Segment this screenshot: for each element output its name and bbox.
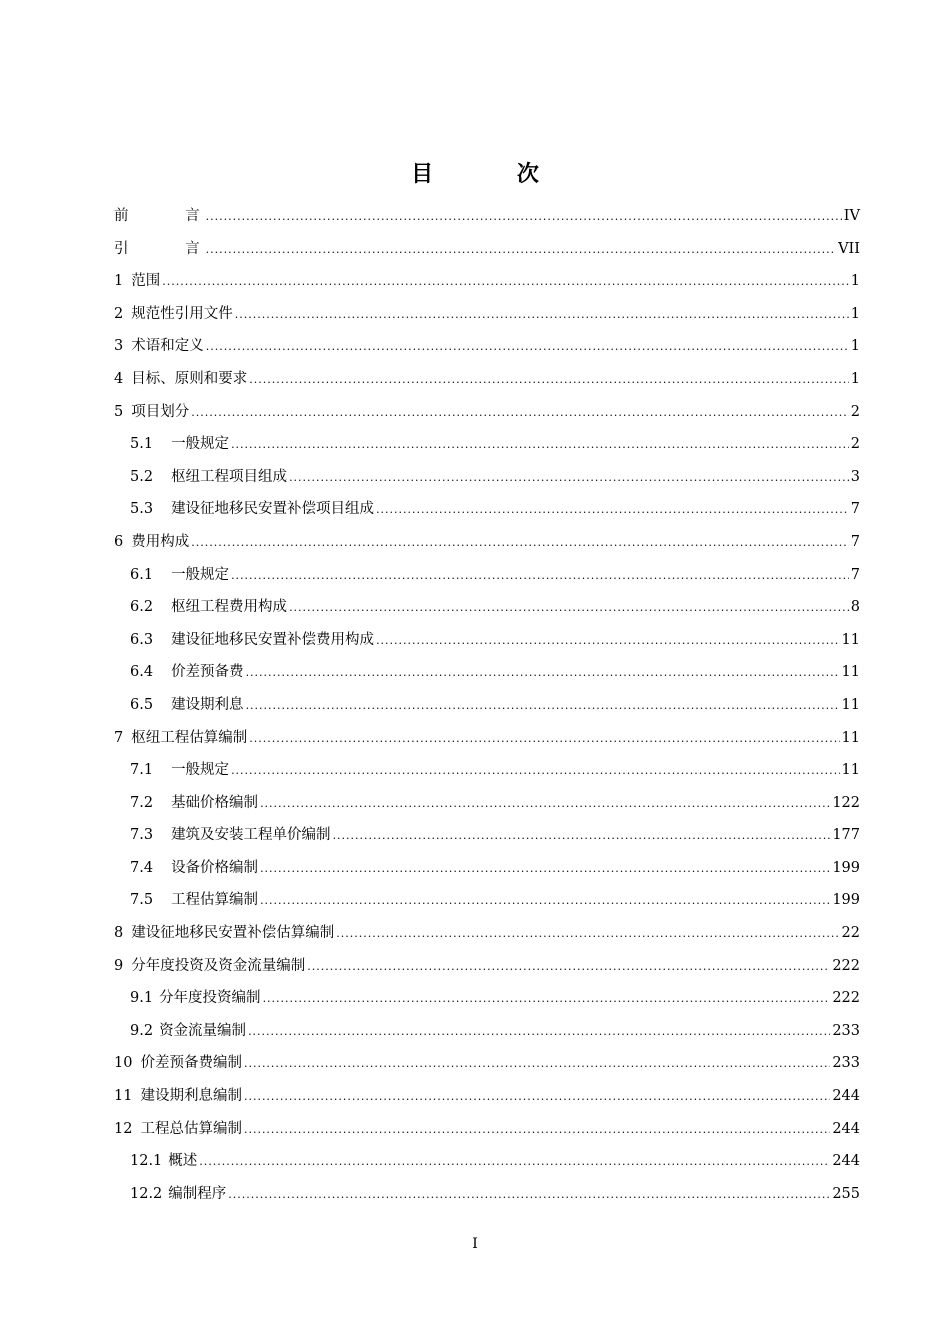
toc-entry[interactable] bbox=[114, 1080, 860, 1113]
toc-entry-number: 7.2 bbox=[130, 794, 154, 811]
toc-entry[interactable] bbox=[114, 559, 860, 592]
toc-entry[interactable] bbox=[114, 200, 860, 233]
dot-leader bbox=[191, 396, 849, 430]
toc-entry-label: 价差预备费编制 bbox=[140, 1055, 242, 1072]
dot-leader bbox=[260, 884, 830, 918]
toc-entry-number: 2 bbox=[114, 305, 124, 322]
toc-entry-label: 建设征地移民安置补偿费用构成 bbox=[171, 631, 375, 648]
dot-leader bbox=[162, 265, 849, 299]
toc-entry-label: 建设期利息 bbox=[171, 696, 244, 713]
dot-leader bbox=[206, 233, 836, 267]
toc-entry-page: 22 bbox=[841, 925, 860, 942]
toc-entry-page: 1 bbox=[850, 305, 860, 322]
toc-entry-page: 11 bbox=[841, 696, 860, 713]
dot-leader bbox=[260, 852, 830, 886]
toc-entry-page: 122 bbox=[832, 794, 860, 811]
dot-leader bbox=[376, 624, 839, 658]
toc-entry[interactable] bbox=[114, 787, 860, 820]
toc-entry-page: 2 bbox=[850, 403, 860, 420]
toc-entry-label: 目标、原则和要求 bbox=[131, 370, 248, 387]
toc-entry-page: 1 bbox=[850, 338, 860, 355]
toc-entry-page: 1 bbox=[850, 370, 860, 387]
dot-leader bbox=[206, 330, 849, 364]
toc-entry[interactable] bbox=[114, 298, 860, 331]
toc-entry-number: 10 bbox=[114, 1055, 133, 1072]
toc-entry-label: 资金流量编制 bbox=[159, 1022, 247, 1039]
toc-entry-number: 6.3 bbox=[130, 631, 154, 648]
dot-leader bbox=[246, 656, 840, 690]
toc-entry-number: 6.2 bbox=[130, 599, 154, 616]
toc-entry-page: 222 bbox=[832, 957, 860, 974]
toc-entry-page: 7 bbox=[850, 501, 860, 518]
dot-leader bbox=[336, 917, 839, 951]
toc-entry[interactable] bbox=[114, 1145, 860, 1178]
toc-entry-label: 枢纽工程费用构成 bbox=[171, 599, 288, 616]
toc-entry-page: 244 bbox=[832, 1088, 860, 1105]
toc-entry[interactable] bbox=[114, 526, 860, 559]
toc-entry-page: 1 bbox=[850, 273, 860, 290]
toc-entry[interactable] bbox=[114, 624, 860, 657]
toc-entry-label: 价差预备费 bbox=[171, 664, 244, 681]
toc-entry[interactable] bbox=[114, 233, 860, 266]
toc-entry-number: 7 bbox=[114, 729, 124, 746]
toc-entry-number: 6.4 bbox=[130, 664, 154, 681]
toc-entry[interactable] bbox=[114, 591, 860, 624]
toc-entry-page: 199 bbox=[832, 892, 860, 909]
toc-entry[interactable] bbox=[114, 982, 860, 1015]
toc-entry-number: 8 bbox=[114, 925, 124, 942]
toc-entry-label: 建筑及安装工程单价编制 bbox=[171, 827, 331, 844]
dot-leader bbox=[244, 1080, 830, 1114]
toc-entry-label: 一般规定 bbox=[171, 566, 230, 583]
toc-entry[interactable] bbox=[114, 754, 860, 787]
toc-entry-label: 建设征地移民安置补偿估算编制 bbox=[131, 925, 335, 942]
toc-entry-label: 设备价格编制 bbox=[171, 859, 259, 876]
dot-leader bbox=[231, 559, 849, 593]
dot-leader bbox=[246, 689, 840, 723]
dot-leader bbox=[260, 787, 830, 821]
toc-entry-label: 概述 bbox=[168, 1153, 198, 1170]
toc-entry[interactable] bbox=[114, 1015, 860, 1048]
dot-leader bbox=[231, 754, 839, 788]
toc-entry[interactable] bbox=[114, 396, 860, 429]
toc-entry-number: 5.2 bbox=[130, 468, 154, 485]
toc-entry-number: 12 bbox=[114, 1120, 133, 1137]
toc-entry-label: 枢纽工程项目组成 bbox=[171, 468, 288, 485]
dot-leader bbox=[333, 819, 831, 853]
toc-entry-label: 分年度投资编制 bbox=[159, 990, 261, 1007]
dot-leader bbox=[307, 950, 830, 984]
dot-leader bbox=[235, 298, 849, 332]
dot-leader bbox=[249, 722, 839, 756]
dot-leader bbox=[249, 363, 849, 397]
toc-entry-page: 7 bbox=[850, 566, 860, 583]
toc-entry-label: 一般规定 bbox=[171, 762, 230, 779]
toc-entry[interactable] bbox=[114, 722, 860, 755]
dot-leader bbox=[231, 428, 849, 462]
toc-entry-label: 术语和定义 bbox=[131, 338, 204, 355]
toc-entry[interactable] bbox=[114, 950, 860, 983]
toc-entry-label: 费用构成 bbox=[131, 533, 190, 550]
toc-entry-number: 1 bbox=[114, 273, 124, 290]
toc-entry[interactable] bbox=[114, 884, 860, 917]
dot-leader bbox=[191, 526, 849, 560]
toc-entry[interactable] bbox=[114, 656, 860, 689]
toc-entry-page: 11 bbox=[841, 762, 860, 779]
toc-entry-page: 11 bbox=[841, 664, 860, 681]
toc-entry[interactable] bbox=[114, 1178, 860, 1211]
dot-leader bbox=[206, 200, 842, 234]
toc-entry-label: 建设期利息编制 bbox=[140, 1088, 242, 1105]
toc-entry-label: 规范性引用文件 bbox=[131, 305, 233, 322]
toc-entry-number: 7.4 bbox=[130, 859, 154, 876]
toc-entry-page: 233 bbox=[832, 1055, 860, 1072]
toc-entry-number: 12.2 bbox=[130, 1185, 163, 1202]
toc-entry-page: 255 bbox=[832, 1185, 860, 1202]
table-of-contents bbox=[114, 200, 860, 1210]
toc-entry-number: 6.1 bbox=[130, 566, 154, 583]
toc-entry[interactable] bbox=[114, 265, 860, 298]
toc-entry-page: 244 bbox=[832, 1120, 860, 1137]
dot-leader bbox=[244, 1113, 830, 1147]
toc-entry-label: 基础价格编制 bbox=[171, 794, 259, 811]
toc-entry-label: 工程总估算编制 bbox=[140, 1120, 242, 1137]
toc-entry-label: 枢纽工程估算编制 bbox=[131, 729, 248, 746]
toc-entry[interactable] bbox=[114, 493, 860, 526]
toc-entry-number: 7.1 bbox=[130, 762, 154, 779]
toc-entry-label: 引 言 bbox=[114, 240, 226, 257]
toc-entry-number: 5.1 bbox=[130, 436, 154, 453]
toc-entry[interactable] bbox=[114, 852, 860, 885]
toc-entry[interactable] bbox=[114, 1047, 860, 1080]
dot-leader bbox=[244, 1047, 830, 1081]
toc-entry[interactable] bbox=[114, 819, 860, 852]
toc-entry-label: 项目划分 bbox=[131, 403, 190, 420]
toc-entry-label: 编制程序 bbox=[168, 1185, 227, 1202]
toc-entry-page: 222 bbox=[832, 990, 860, 1007]
dot-leader bbox=[199, 1145, 830, 1179]
toc-entry[interactable] bbox=[114, 689, 860, 722]
toc-entry-number: 9.2 bbox=[130, 1022, 154, 1039]
toc-entry-number: 12.1 bbox=[130, 1153, 163, 1170]
toc-entry-label: 工程估算编制 bbox=[171, 892, 259, 909]
toc-entry[interactable] bbox=[114, 330, 860, 363]
toc-entry-number: 6 bbox=[114, 533, 124, 550]
toc-entry[interactable] bbox=[114, 363, 860, 396]
toc-entry-number: 9.1 bbox=[130, 990, 154, 1007]
toc-entry-page: 233 bbox=[832, 1022, 860, 1039]
toc-entry[interactable] bbox=[114, 461, 860, 494]
toc-entry-page: 11 bbox=[841, 729, 860, 746]
toc-entry-label: 分年度投资及资金流量编制 bbox=[131, 957, 306, 974]
toc-entry-page: 11 bbox=[841, 631, 860, 648]
toc-entry-number: 7.5 bbox=[130, 892, 154, 909]
toc-entry-number: 7.3 bbox=[130, 827, 154, 844]
toc-entry-number: 5.3 bbox=[130, 501, 154, 518]
dot-leader bbox=[263, 982, 831, 1016]
toc-entry-page: 199 bbox=[832, 859, 860, 876]
toc-entry-label: 范围 bbox=[131, 273, 161, 290]
dot-leader bbox=[289, 461, 849, 495]
toc-entry[interactable] bbox=[114, 917, 860, 950]
toc-entry[interactable] bbox=[114, 1113, 860, 1146]
toc-entry-label: 一般规定 bbox=[171, 436, 230, 453]
toc-entry-page: 3 bbox=[850, 468, 860, 485]
dot-leader bbox=[248, 1015, 830, 1049]
toc-title: 目 次 bbox=[411, 162, 577, 187]
toc-entry-page: IV bbox=[843, 208, 860, 224]
toc-entry-page: 177 bbox=[832, 827, 860, 844]
toc-entry-number: 9 bbox=[114, 957, 124, 974]
toc-entry-number: 3 bbox=[114, 338, 124, 355]
toc-entry-number: 4 bbox=[114, 370, 124, 387]
toc-entry-number: 6.5 bbox=[130, 696, 154, 713]
dot-leader bbox=[376, 493, 849, 527]
toc-entry[interactable] bbox=[114, 428, 860, 461]
toc-entry-page: 8 bbox=[850, 599, 860, 616]
toc-entry-page: 244 bbox=[832, 1153, 860, 1170]
page-number-footer: I bbox=[472, 1236, 478, 1252]
toc-entry-number: 11 bbox=[114, 1088, 133, 1105]
toc-entry-page: VII bbox=[838, 240, 860, 257]
toc-entry-label: 建设征地移民安置补偿项目组成 bbox=[171, 501, 375, 518]
dot-leader bbox=[289, 591, 849, 625]
dot-leader bbox=[228, 1178, 830, 1212]
toc-entry-label: 前 言 bbox=[114, 208, 226, 224]
toc-entry-page: 7 bbox=[850, 533, 860, 550]
toc-entry-page: 2 bbox=[850, 436, 860, 453]
toc-entry-number: 5 bbox=[114, 403, 124, 420]
